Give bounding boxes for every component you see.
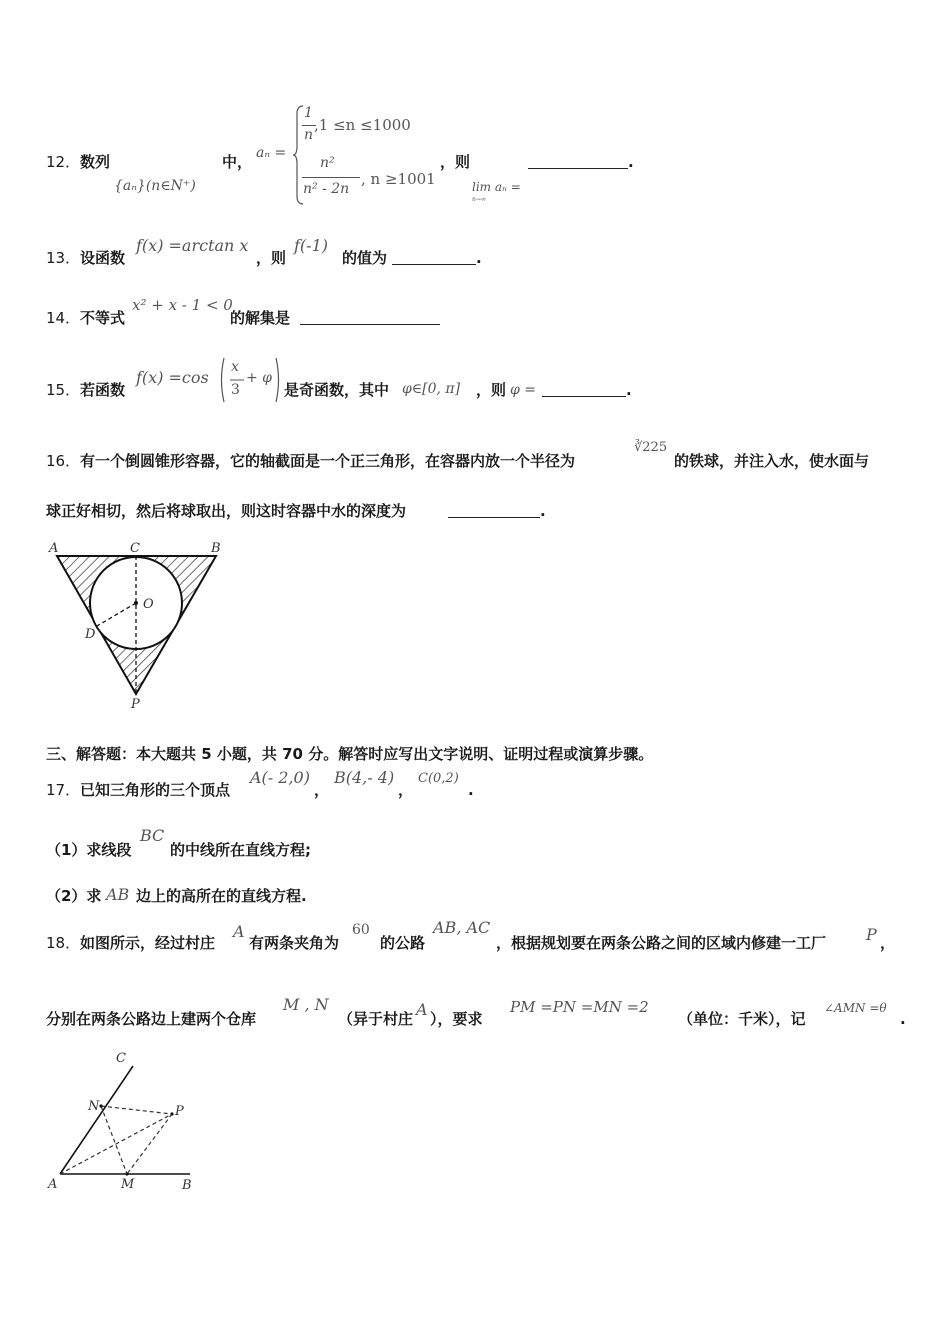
q12-case2-fracbar (302, 177, 360, 178)
q18-segment-np (101, 1106, 172, 1114)
q16-label-d: D (85, 627, 96, 642)
q18-angle: 60 (352, 922, 370, 938)
q18-point-n (99, 1104, 102, 1107)
q18-equation: PM =PN =MN =2 (510, 998, 649, 1016)
q15-phi: + φ (246, 370, 272, 386)
q16-label-p: P (131, 697, 140, 712)
q17-point-a: A(- 2,0) (250, 768, 310, 787)
q18-line2c: ），要求 (430, 1010, 483, 1028)
q15-number: 15． (46, 381, 81, 399)
q13-number: 13． (46, 249, 81, 267)
q17-comma2: ， (398, 781, 414, 799)
q17-part2-post: 边上的高所在的直线方程. (136, 887, 307, 905)
q12-case1-cond: ,1 ≤n ≤1000 (314, 116, 411, 134)
q18-text-a: 如图所示，经过村庄 (80, 934, 216, 952)
q18-label-n: N (88, 1099, 100, 1114)
q17-comma1: ， (314, 781, 330, 799)
q16-center-dot (134, 601, 138, 605)
q15-cond: φ∈[0, π] (402, 381, 461, 397)
q18-point-p (170, 1112, 173, 1115)
q18-text-c: 的公路 (380, 934, 426, 952)
q16-line2: 球正好相切，然后将球取出，则这时容器中水的深度为 (46, 502, 407, 520)
q13-text-pre: 设函数 (80, 249, 126, 267)
q17-part1-var: BC (140, 826, 165, 845)
q17-end: . (468, 781, 474, 799)
q13-text-post: 的值为 (342, 249, 388, 267)
q15-text-post: ，则 (476, 381, 507, 399)
q14-number: 14． (46, 309, 81, 327)
q18-number: 18． (46, 934, 81, 952)
q14-text-pre: 不等式 (80, 309, 126, 327)
q17-part2-pre: （2）求 (46, 887, 102, 905)
q12-seq: {aₙ}(n∈N⁺) (114, 178, 196, 194)
q18-text-d: ，根据规划要在两条公路之间的区域内修建一工厂 (496, 934, 827, 952)
q18-segment-ap (60, 1114, 172, 1174)
q16-answer-blank[interactable] (448, 517, 540, 518)
q18-point-m (125, 1172, 128, 1175)
q18-segment-pm (127, 1114, 172, 1174)
q16-number: 16． (46, 452, 81, 470)
q12-lim: lim aₙ = (472, 180, 521, 194)
q18-label-m: M (121, 1177, 135, 1192)
q18-label-p: P (175, 1104, 184, 1119)
q13-end: . (476, 249, 482, 267)
q18-road-ac (60, 1066, 133, 1174)
q12-case1-den: n (304, 127, 314, 143)
q16-label-c: C (130, 541, 140, 556)
q18-roads: AB, AC (433, 918, 491, 937)
q16-line1a: 有一个倒圆锥形容器，它的轴截面是一个正三角形，在容器内放一个半径为 (80, 452, 576, 470)
q18-text-e: ， (880, 934, 896, 952)
q16-label-b: B (211, 541, 221, 556)
q15-text-pre: 若函数 (80, 381, 126, 399)
q17-text-pre: 已知三角形的三个顶点 (80, 781, 231, 799)
q16-label-a: A (49, 541, 59, 556)
q12-case2-den: n² - 2n (303, 181, 350, 197)
q13-answer-blank[interactable] (392, 264, 476, 265)
q12-text-mid: 中， (222, 153, 253, 171)
q12-text-post: ，则 (440, 153, 471, 171)
q12-lim-sub: n→∞ (472, 196, 486, 203)
q15-text-mid: 是奇函数，其中 (284, 381, 390, 399)
q14-formula: x² + x - 1 < 0 (132, 296, 233, 314)
q16-label-o: O (143, 597, 154, 612)
q16-radius: ∛225 (634, 440, 668, 455)
q15-frac-num: x (231, 359, 239, 375)
q18-mn: M , N (283, 995, 329, 1014)
q17-number: 17． (46, 781, 81, 799)
q15-answer-blank[interactable] (542, 396, 626, 397)
q17-part2-var: AB (106, 885, 130, 904)
q17-point-b: B(4,- 4) (334, 768, 395, 787)
q12-answer-blank[interactable] (528, 168, 628, 169)
q17-part1-post: 的中线所在直线方程; (170, 841, 311, 859)
q18-theta: ∠AMN =θ (824, 1001, 887, 1015)
q18-text-b: 有两条夹角为 (249, 934, 340, 952)
q14-answer-blank[interactable] (300, 324, 440, 325)
q17-point-c: C(0,2) (418, 771, 459, 786)
q18-figure (40, 1050, 210, 1200)
q12-number: 12． (46, 153, 81, 171)
q13-formula2: f(-1) (294, 236, 328, 255)
q15-frac-den: 3 (231, 382, 240, 398)
q17-part1-pre: （1）求线段 (46, 841, 132, 859)
q18-line2b: （异于村庄 (338, 1010, 414, 1028)
q18-var-a: A (233, 922, 245, 941)
q18-label-b: B (182, 1178, 192, 1193)
q16-end: . (540, 502, 546, 520)
q16-line1b: 的铁球，并注入水，使水面与 (674, 452, 870, 470)
q18-line2a: 分别在两条公路边上建两个仓库 (46, 1010, 257, 1028)
q18-label-c: C (116, 1051, 126, 1066)
q15-phi-eq: φ = (510, 382, 536, 398)
section3-title: 三、解答题：本大题共 5 小题，共 70 分。解答时应写出文字说明、证明过程或演算步骤。 (46, 745, 654, 763)
q18-line2d: （单位：千米），记 (678, 1010, 806, 1028)
q12-case2-cond: , n ≥1001 (361, 170, 436, 188)
q12-an: aₙ = (256, 145, 287, 161)
q18-var-a2: A (416, 1000, 428, 1019)
q18-var-p: P (866, 925, 877, 944)
q12-text-pre: 数列 (80, 153, 111, 171)
q12-case2-num: n² (320, 155, 335, 171)
q15-end: . (626, 381, 632, 399)
q13-text-mid: ，则 (256, 249, 287, 267)
q15-formula: f(x) =cos (136, 368, 209, 387)
q16-figure (40, 536, 240, 714)
q18-end: . (900, 1010, 906, 1028)
q12-case1-num: 1 (304, 105, 313, 121)
q14-text-post: 的解集是 (230, 309, 291, 327)
q12-end: . (628, 153, 634, 171)
q13-formula: f(x) =arctan x (136, 236, 249, 255)
q18-label-a: A (48, 1177, 58, 1192)
